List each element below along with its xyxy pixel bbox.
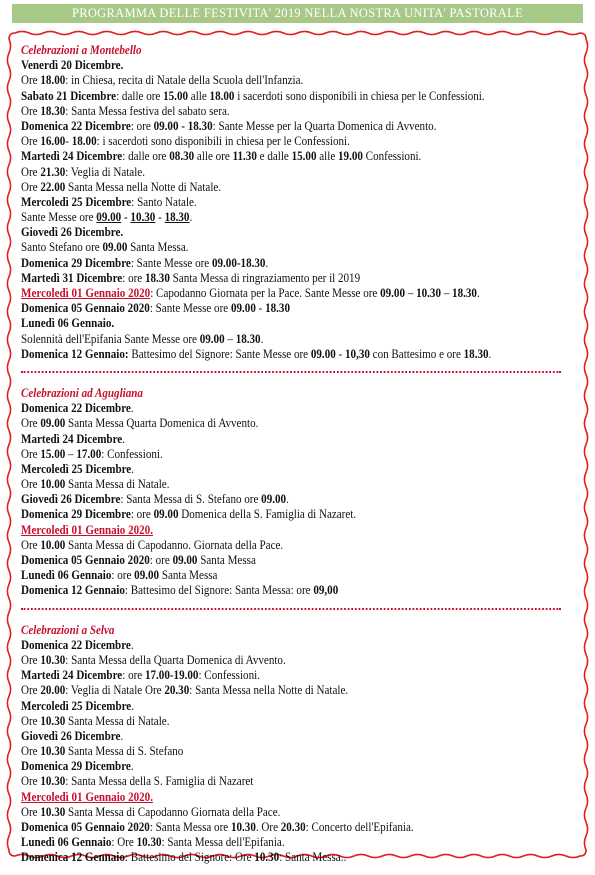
text: : Sante Messe per la Quarta Domenica di Avvento. [212, 118, 437, 133]
text: : ore [130, 507, 154, 522]
bold-text: 19.00 [338, 149, 363, 164]
bold-text: 10.00 [40, 537, 66, 552]
schedule-line [21, 73, 521, 88]
bold-text: 09.00 [134, 568, 160, 583]
schedule-line [21, 165, 521, 180]
text: : Santo Natale. [131, 194, 197, 209]
text: . [120, 728, 124, 743]
page-title-banner [12, 4, 583, 23]
bold-text: 09.00 [40, 416, 66, 431]
bold-text: Domenica 12 Gennaio [21, 583, 125, 598]
bold-text: 22.00 [40, 179, 66, 194]
text: e dalle [256, 149, 292, 164]
highlight-date: Mercoledì 01 Gennaio 2020. [21, 789, 153, 804]
section-title: Celebrazioni a Selva [21, 622, 115, 637]
bold-text: Domenica 22 Dicembre [21, 637, 131, 652]
dotted-separator [21, 608, 561, 614]
text: Solennità dell'Epifania Sante Messe ore [21, 331, 200, 346]
section-3 [21, 623, 521, 866]
text: - [121, 210, 131, 225]
text: Ore [21, 103, 41, 118]
schedule-line [21, 104, 521, 119]
text: - [335, 346, 345, 361]
text: : Concerto dell'Epifania. [305, 820, 414, 834]
text: : Veglia di Natale Ore [65, 683, 165, 698]
bold-text: Lunedì 06 Gennaio. [21, 316, 115, 331]
text: . [131, 698, 135, 713]
bold-text: Mercoledì 25 Dicembre [21, 698, 132, 713]
bold-text: 10.30 [254, 850, 280, 865]
bold-text: 08.30 [169, 149, 195, 164]
schedule-line [21, 180, 521, 195]
bold-text: Martedì 24 Dicembre [21, 431, 123, 446]
text: Ore [21, 683, 41, 698]
text: : i sacerdoti sono disponibili in chiesa per le Confessioni. [96, 134, 350, 149]
text: Ore [21, 774, 41, 789]
text: Ore [21, 446, 41, 461]
text: : Confessioni. [198, 668, 260, 683]
text: Ore [21, 73, 41, 88]
bold-text: Domenica 05 Gennaio 2020 [21, 301, 150, 316]
bold-text: 16.00 [40, 134, 66, 149]
text: - [255, 301, 266, 316]
text: Ore [21, 804, 41, 819]
schedule-line [21, 759, 521, 774]
schedule-line [21, 568, 521, 583]
text: – [65, 446, 77, 461]
bold-text: 10,30 [345, 346, 370, 361]
schedule-line [21, 774, 521, 789]
text: – [405, 286, 417, 300]
text: . [476, 286, 480, 300]
bold-text: Giovedì 26 Dicembre [21, 492, 121, 507]
text: Sante Messe ore [21, 210, 97, 225]
bold-text: 10.30 [40, 744, 66, 759]
bold-text: 10.30 [136, 835, 162, 850]
schedule-line [21, 729, 521, 744]
text: . [131, 461, 135, 476]
highlight-date: Mercoledì 01 Gennaio 2020 [21, 286, 151, 300]
text: . [130, 637, 134, 652]
text: . [265, 255, 269, 270]
schedule-line [21, 523, 521, 538]
bold-text: Domenica 22 Dicembre [21, 401, 131, 416]
bold-text: 10.30 [230, 820, 256, 834]
text: . [122, 431, 125, 446]
text: : Confessioni. [101, 446, 163, 461]
schedule-line [21, 835, 521, 850]
bold-text: 09.00 [261, 492, 287, 507]
bold-text: 10.30 [130, 210, 156, 225]
schedule-line [21, 210, 521, 225]
schedule-line [21, 149, 521, 164]
text: Ore [21, 164, 41, 179]
text: : Battesimo del Signore: Ore [124, 850, 255, 865]
bold-text: 18.30 [164, 210, 190, 225]
text: : Veglia di Natale. [65, 164, 145, 179]
schedule-line [21, 477, 521, 492]
text: Santa Messa nella Notte di Natale. [65, 179, 222, 194]
text: Santa Messa [159, 568, 218, 583]
text: Santa Messa di Natale. [65, 713, 170, 728]
schedule-line [21, 538, 521, 553]
bold-text: Mercoledì 25 Dicembre [21, 461, 132, 476]
text: . [286, 492, 289, 507]
schedule-line [21, 583, 521, 598]
bold-text: 09.00 - 18.30 [153, 118, 213, 133]
bold-text: 18.30 [144, 270, 170, 285]
text: Santa Messa di Capodanno. Giornata della Pace. [65, 537, 284, 552]
schedule-line [21, 332, 521, 347]
text: Santo Stefano ore [21, 240, 103, 255]
bold-text: 10.30 [40, 804, 66, 819]
text: : Santa Messa della S. Famiglia di Nazaret [65, 774, 254, 789]
section-title: Celebrazioni a Montebello [21, 43, 142, 57]
schedule-line [21, 462, 521, 477]
text: Santa Messa di ringraziamento per il 2019 [169, 270, 361, 285]
bold-text: 20.30 [280, 820, 306, 834]
schedule-line [21, 316, 521, 331]
bold-text: 18.30 [265, 301, 290, 316]
schedule-line [21, 347, 521, 362]
bold-text: Domenica 29 Dicembre [21, 507, 131, 522]
bold-text: 10.30 [40, 774, 66, 789]
schedule-line [21, 301, 521, 316]
highlight-date: Mercoledì 01 Gennaio 2020. [21, 522, 153, 537]
bold-text: Sabato 21 Dicembre [21, 88, 117, 103]
text: : ore [149, 553, 173, 567]
bold-text: 09.00-18.30 [211, 255, 266, 270]
schedule-line [21, 744, 521, 759]
bold-text: 15.00 [291, 149, 317, 164]
text: : Santa Messa nella Notte di Natale. [189, 683, 349, 698]
text: . [130, 401, 134, 416]
schedule-line [21, 683, 521, 698]
bold-text: Lunedì 06 Gennaio [21, 835, 112, 850]
bold-text: Domenica 29 Dicembre [21, 255, 131, 270]
bold-text: Martedì 24 Dicembre [21, 668, 123, 683]
schedule-line [21, 638, 521, 653]
schedule-line [21, 58, 521, 73]
text: : Battesimo del Signore: Santa Messa: ore [124, 583, 314, 598]
text: alle [316, 149, 339, 164]
schedule-line [21, 119, 521, 134]
bold-text: 09.00 [96, 210, 122, 225]
bold-text: 17.00-19.00 [144, 668, 199, 683]
text: : in Chiesa, recita di Natale della Scuola dell'Infanzia. [65, 73, 304, 88]
schedule-line [21, 240, 521, 255]
text: Santa Messa di S. Stefano [65, 744, 184, 759]
bold-text: 20.30 [164, 683, 190, 698]
text: Domenica della S. Famiglia di Nazaret. [178, 507, 357, 522]
schedule-line [21, 195, 521, 210]
bold-text: 18.30 [463, 346, 489, 361]
schedule-line [21, 416, 521, 431]
text: Ore [21, 416, 41, 431]
section-title: Celebrazioni ad Agugliana [21, 385, 143, 400]
bold-text: Giovedì 26 Dicembre. [21, 225, 124, 240]
text: : Santa Messa.. [279, 850, 347, 865]
bold-text: 15.00 [40, 446, 66, 461]
bold-text: 10.30 [40, 652, 66, 667]
text: – [224, 331, 236, 346]
text: : Santa Messa di S. Stefano ore [120, 492, 262, 507]
text: Ore [21, 652, 41, 667]
schedule-line [21, 134, 521, 149]
bold-text: 09.00 [172, 553, 198, 567]
schedule-line [21, 805, 521, 820]
text: alle ore [194, 149, 233, 164]
bold-text: 18.00 [40, 73, 66, 88]
bold-text: Domenica 22 Dicembre [21, 118, 131, 133]
schedule-line [21, 271, 521, 286]
text: : Sante Messe ore [130, 255, 212, 270]
text: . [488, 346, 492, 361]
bold-text: 18.30 [235, 331, 261, 346]
schedule-line [21, 699, 521, 714]
text: Ore [21, 744, 41, 759]
bold-text: 10.00 [40, 477, 66, 492]
schedule-line [21, 432, 521, 447]
section-1 [21, 43, 521, 362]
bold-text: Giovedì 26 Dicembre [21, 728, 121, 743]
schedule-line [21, 89, 521, 104]
bold-text: 17.00 [76, 446, 102, 461]
schedule-line [21, 286, 521, 301]
text: : dalle ore [122, 149, 170, 164]
schedule-line [21, 492, 521, 507]
schedule-line [21, 447, 521, 462]
text: : ore [122, 668, 145, 683]
text: . [130, 759, 134, 774]
bold-text: Martedì 24 Dicembre [21, 149, 123, 164]
text: Ore [21, 713, 41, 728]
bold-text: 09,00 [313, 583, 339, 598]
text: – [440, 286, 453, 300]
text: : Ore [111, 835, 137, 850]
schedule-line [21, 850, 521, 865]
text: : Santa Messa ore [149, 820, 231, 834]
text: : ore [111, 568, 135, 583]
text: : ore [130, 118, 154, 133]
schedule-line [21, 790, 521, 805]
bold-text: 09.00 [102, 240, 128, 255]
schedule-line [21, 714, 521, 729]
text: Santa Messa [197, 553, 256, 567]
bold-text: Venerdì 20 Dicembre. [21, 58, 124, 73]
schedule-line [21, 553, 521, 568]
text: : ore [122, 270, 145, 285]
schedule-line [21, 653, 521, 668]
bold-text: 09.00 [310, 346, 336, 361]
text: - [155, 210, 165, 225]
bold-text: Domenica 05 Gennaio 2020 [21, 553, 150, 567]
bold-text: 18.30 [40, 103, 66, 118]
schedule-line [21, 507, 521, 522]
bold-text: Lunedì 06 Gennaio [21, 568, 112, 583]
text: Battesimo del Signore: Sante Messe ore [128, 346, 311, 361]
text: Ore [21, 537, 41, 552]
bold-text: Domenica 29 Dicembre [21, 759, 131, 774]
text: Santa Messa Quarta Domenica di Avvento. [65, 416, 259, 431]
bold-text: 18.30 [452, 286, 477, 300]
text: Santa Messa di Natale. [65, 477, 170, 492]
bold-text: 15.00 [163, 88, 189, 103]
bold-text: 10.30 [416, 286, 441, 300]
bold-text: 18.00 [209, 88, 235, 103]
text: Ore [21, 477, 41, 492]
page-title: PROGRAMMA DELLE FESTIVITA' 2019 NELLA NOSTRA UNITA' PASTORALE [71, 6, 524, 20]
text: . Ore [255, 820, 281, 834]
bold-text: 21.30 [40, 164, 66, 179]
text: : Santa Messa dell'Epifania. [161, 835, 285, 850]
text: : Capodanno Giornata per la Pace. Sante Messe ore [150, 286, 381, 300]
bold-text: 20.00 [40, 683, 66, 698]
text: Ore [21, 179, 41, 194]
bold-text: Domenica 05 Gennaio 2020 [21, 820, 150, 834]
bold-text: 09.00 [380, 286, 406, 300]
text: . [189, 210, 193, 225]
text: con Battesimo e ore [369, 346, 464, 361]
bold-text: Domenica 12 Gennaio [21, 850, 125, 865]
text: : Sante Messe ore [149, 301, 231, 316]
bold-text: Martedì 31 Dicembre [21, 270, 123, 285]
schedule-line [21, 225, 521, 240]
bold-text: 11.30 [232, 149, 257, 164]
text: Santa Messa di Capodanno Giornata della Pace. [65, 804, 281, 819]
text: i sacerdoti sono disponibili in chiesa per le Confessioni. [234, 88, 485, 103]
schedule-line [21, 401, 521, 416]
bold-text: Mercoledì 25 Dicembre [21, 194, 132, 209]
bold-text: 09.00 [230, 301, 256, 316]
section-2 [21, 386, 521, 599]
schedule-line [21, 668, 521, 683]
text: alle [188, 88, 210, 103]
text: Ore [21, 134, 41, 149]
program-content [21, 43, 521, 875]
text: Confessioni. [362, 149, 422, 164]
text: : dalle ore [116, 88, 164, 103]
text: : Santa Messa festiva del sabato sera. [65, 103, 230, 118]
bold-text: Domenica 12 Gennaio: [21, 346, 129, 361]
text: - [65, 134, 72, 149]
bold-text: 09.00 [199, 331, 225, 346]
schedule-line [21, 256, 521, 271]
text: Santa Messa. [127, 240, 189, 255]
dotted-separator [21, 371, 561, 377]
schedule-line [21, 820, 521, 835]
bold-text: 18.00 [71, 134, 97, 149]
text: . [260, 331, 264, 346]
bold-text: 09.00 [153, 507, 179, 522]
text: : Santa Messa della Quarta Domenica di Avvento. [65, 652, 286, 667]
bold-text: 10.30 [40, 713, 66, 728]
